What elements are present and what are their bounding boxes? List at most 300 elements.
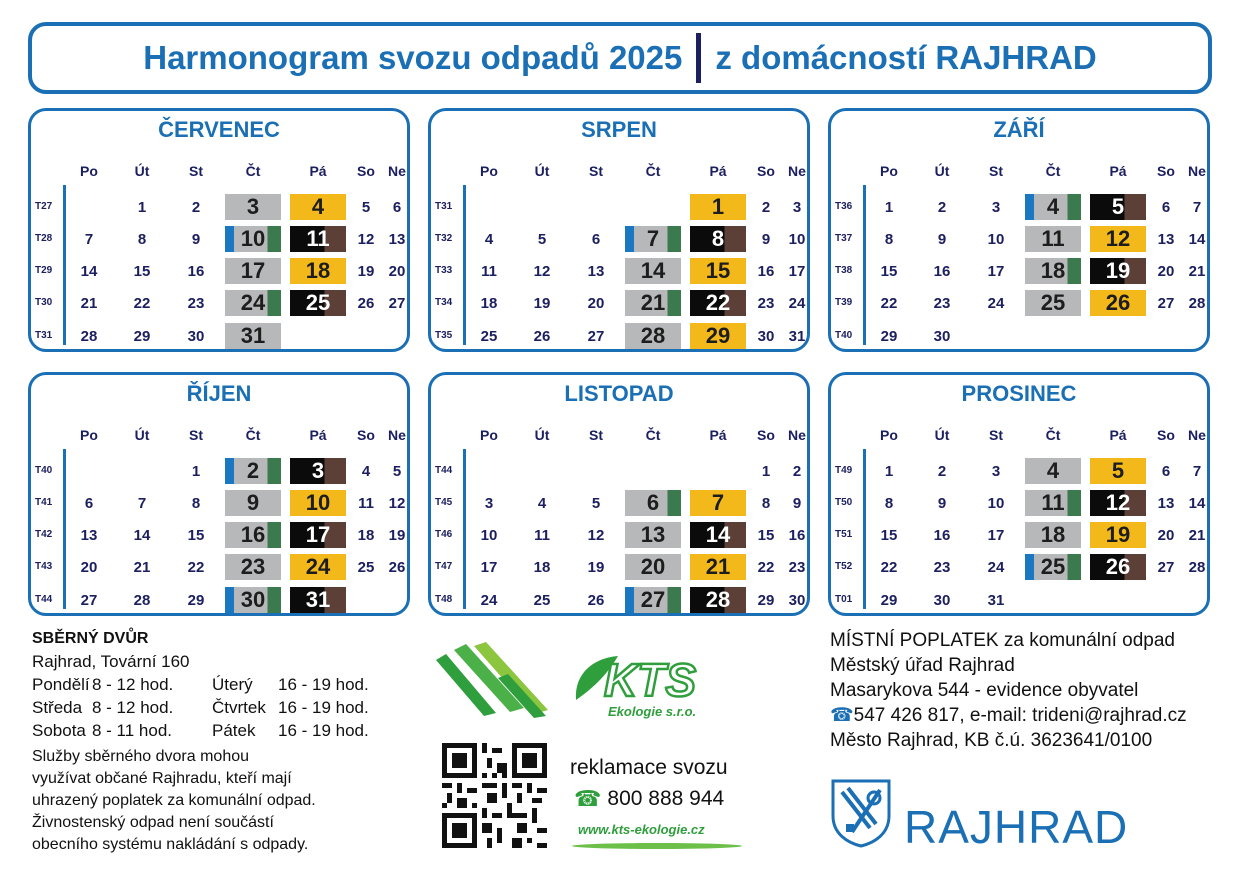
collection-day-gy: 25 [1025,554,1081,580]
day-cell: 20 [80,558,98,576]
day-header: Po [880,163,898,179]
collection-day-black: 8 [690,226,746,252]
collection-day-yellow: 12 [1090,226,1146,252]
day-header: Po [880,427,898,443]
day-cell: 2 [761,198,771,216]
day-cell: 1 [137,198,147,216]
day-cell: 3 [991,198,1001,216]
day-cell: 17 [788,262,806,280]
week-label: T49 [835,465,853,476]
collection-day-gray: 9 [225,490,281,516]
day-cell: 20 [388,262,406,280]
collection-day-yellow: 15 [690,258,746,284]
day-cell: 4 [537,494,547,512]
day-cell: 30 [187,327,205,345]
day-header: Pá [1109,427,1127,443]
day-cell: 31 [987,591,1005,609]
day-cell: 20 [1157,526,1175,544]
collection-day-gray: 23 [225,554,281,580]
day-header: Po [80,163,98,179]
month-calendar [28,372,410,616]
week-label: T42 [35,529,53,540]
collection-day-yellow: 29 [690,323,746,349]
sberny-dvur [32,627,190,673]
day-cell: 22 [133,294,151,312]
week-label: T46 [435,529,453,540]
day-header: So [1157,163,1175,179]
reklamace-phone[interactable] [574,786,724,812]
day-header: Út [934,427,950,443]
day-cell: 5 [591,494,601,512]
phone-icon: ☎ [830,705,854,726]
title-left: Harmonogram svozu odpadů 2025 [143,39,683,76]
day-cell: 8 [884,230,894,248]
poplatek-bank: Město Rajhrad, KB č.ú. 3623641/0100 [830,730,1153,751]
day-cell: 14 [80,262,98,280]
day-header: So [357,163,375,179]
month-calendar [28,108,410,352]
day-cell: 26 [357,294,375,312]
collection-day-gray: 4 [1025,458,1081,484]
collection-day-black: 14 [690,522,746,548]
collection-day-yellow: 24 [290,554,346,580]
day-header: Po [480,163,498,179]
week-label: T48 [435,594,453,605]
day-cell: 12 [388,494,406,512]
note-line: Služby sběrného dvora mohou [32,748,250,765]
collection-day-gy: 4 [1025,194,1081,220]
reklamace-label: reklamace svozu [570,756,728,779]
day-cell: 6 [84,494,94,512]
collection-day-gray: 18 [1025,522,1081,548]
day-header: Po [80,427,98,443]
sberny-dvur-address: Rajhrad, Tovární 160 [32,652,190,671]
day-header: Ne [788,163,806,179]
day-cell: 27 [587,327,605,345]
day-cell: 29 [757,591,775,609]
day-cell: 4 [361,462,371,480]
day-cell: 7 [84,230,94,248]
day-cell: 28 [80,327,98,345]
day-header: Pá [1109,163,1127,179]
day-cell: 8 [884,494,894,512]
day-cell: 9 [792,494,802,512]
week-label: T40 [835,330,853,341]
day-cell: 3 [792,198,802,216]
day-header: Po [480,427,498,443]
hours-day: Pondělí [32,675,90,694]
poplatek-info [830,628,1187,753]
phone-number: 800 888 944 [607,787,725,810]
hours-day: Středa [32,698,83,717]
day-cell: 13 [1157,494,1175,512]
day-header: Čt [645,427,661,443]
month-calendar [828,372,1210,616]
day-header: So [757,427,775,443]
title-right: z domácností RAJHRAD [715,39,1097,76]
collection-day-gg: 21 [625,290,681,316]
kts-logo-sub: Ekologie s.r.o. [608,704,697,719]
month-name: ZÁŘÍ [993,117,1045,142]
week-label: T36 [835,201,853,212]
hours-time: 8 - 11 hod. [92,721,173,740]
day-cell: 21 [1188,262,1206,280]
collection-day-gg: 24 [225,290,281,316]
day-header: Ne [1188,427,1206,443]
collection-day-gy: 7 [625,226,681,252]
note-line: uhrazený poplatek za komunální odpad. [32,792,316,809]
day-cell: 2 [792,462,802,480]
day-header: St [989,163,1003,179]
day-header: Pá [709,163,727,179]
day-cell: 1 [191,462,201,480]
day-header: St [589,163,603,179]
collection-day-gray: 31 [225,323,281,349]
day-cell: 18 [480,294,498,312]
hours-row [32,719,369,742]
day-cell: 11 [481,262,497,280]
week-label: T45 [435,497,453,508]
kts-url-link[interactable]: www.kts-ekologie.cz [578,822,705,837]
day-cell: 12 [357,230,375,248]
collection-day-yellow: 7 [690,490,746,516]
day-cell: 27 [1157,294,1175,312]
week-label: T52 [835,561,853,572]
day-cell: 7 [137,494,147,512]
collection-day-yellow: 4 [290,194,346,220]
day-cell: 15 [133,262,151,280]
week-label: T43 [35,561,53,572]
city-name: RAJHRAD [904,801,1129,853]
day-header: Čt [1045,427,1061,443]
collection-day-yellow: 18 [290,258,346,284]
collection-day-black: 12 [1090,490,1146,516]
day-header: So [1157,427,1175,443]
day-cell: 29 [880,327,898,345]
day-cell: 16 [757,262,775,280]
collection-day-gg: 18 [1025,258,1081,284]
day-cell: 10 [987,494,1005,512]
day-header: Út [534,427,550,443]
day-cell: 1 [884,462,894,480]
hours-row [32,673,369,696]
hours-row [32,696,369,719]
day-header: St [189,163,203,179]
day-cell: 12 [533,262,551,280]
day-cell: 11 [358,494,374,512]
month-calendar [828,108,1210,352]
day-cell: 6 [1161,198,1171,216]
day-header: Čt [645,163,661,179]
day-cell: 19 [587,558,605,576]
day-cell: 3 [484,494,494,512]
day-cell: 10 [987,230,1005,248]
day-cell: 20 [1157,262,1175,280]
day-cell: 19 [533,294,551,312]
month-name: LISTOPAD [564,381,674,406]
day-cell: 9 [191,230,201,248]
day-cell: 30 [933,327,951,345]
collection-day-yellow: 5 [1090,458,1146,484]
collection-day-yellow: 10 [290,490,346,516]
day-header: Út [134,427,150,443]
day-cell: 28 [133,591,151,609]
collection-day-black: 28 [690,587,746,613]
poplatek-line: MÍSTNÍ POPLATEK za komunální odpad [830,630,1175,651]
day-cell: 25 [480,327,498,345]
day-cell: 28 [1188,294,1206,312]
qr-code[interactable] [442,743,547,848]
day-cell: 27 [1157,558,1175,576]
day-header: Út [534,163,550,179]
month-name: ŘÍJEN [186,381,252,406]
collection-day-gy: 27 [625,587,681,613]
week-label: T32 [435,233,453,244]
day-cell: 14 [1188,494,1206,512]
collection-day-black: 3 [290,458,346,484]
day-cell: 29 [880,591,898,609]
day-cell: 23 [757,294,775,312]
week-label: T37 [835,233,853,244]
day-cell: 4 [484,230,494,248]
day-cell: 1 [761,462,771,480]
collection-day-gy: 2 [225,458,281,484]
day-cell: 21 [1188,526,1206,544]
week-label: T27 [35,201,53,212]
collection-day-gg: 11 [1025,490,1081,516]
opening-hours [32,673,369,742]
collection-day-gray: 3 [225,194,281,220]
day-header: Pá [309,427,327,443]
hours-time: 16 - 19 hod. [278,721,369,740]
day-cell: 15 [880,526,898,544]
note-line: Živnostenský odpad není součástí [32,814,274,831]
day-cell: 18 [533,558,551,576]
day-cell: 9 [761,230,771,248]
week-label: T40 [35,465,53,476]
day-cell: 24 [987,558,1005,576]
day-header: St [989,427,1003,443]
collection-day-gg: 6 [625,490,681,516]
day-header: Ne [388,427,406,443]
day-header: So [757,163,775,179]
week-label: T35 [435,330,453,341]
day-cell: 23 [788,558,806,576]
day-cell: 28 [1188,558,1206,576]
day-cell: 26 [587,591,605,609]
collection-day-yellow: 1 [690,194,746,220]
day-cell: 23 [933,294,951,312]
day-header: Ne [1188,163,1206,179]
day-header: Ne [388,163,406,179]
day-cell: 5 [392,462,402,480]
month-name: PROSINEC [961,381,1077,406]
poplatek-line: Masarykova 544 - evidence obyvatel [830,680,1139,701]
day-cell: 30 [757,327,775,345]
day-cell: 2 [937,198,947,216]
collection-day-yellow: 19 [1090,522,1146,548]
collection-day-black: 5 [1090,194,1146,220]
week-label: T29 [35,265,53,276]
collection-day-gray: 17 [225,258,281,284]
day-cell: 21 [133,558,151,576]
hours-day: Sobota [32,721,86,740]
week-label: T50 [835,497,853,508]
day-cell: 24 [480,591,498,609]
week-label: T30 [35,297,53,308]
day-header: Pá [309,163,327,179]
day-cell: 29 [133,327,151,345]
day-cell: 13 [587,262,605,280]
day-cell: 26 [388,558,406,576]
day-cell: 16 [933,526,951,544]
week-label: T33 [435,265,453,276]
day-cell: 14 [1188,230,1206,248]
month-name: SRPEN [581,117,657,142]
week-label: T31 [35,330,53,341]
collection-day-black: 22 [690,290,746,316]
collection-day-black: 17 [290,522,346,548]
day-cell: 3 [991,462,1001,480]
day-header: Ne [788,427,806,443]
day-cell: 17 [987,526,1005,544]
poplatek-line: Městský úřad Rajhrad [830,655,1015,676]
week-label: T41 [35,497,53,508]
day-cell: 20 [587,294,605,312]
day-cell: 8 [191,494,201,512]
day-cell: 13 [80,526,98,544]
collection-day-black: 31 [290,587,346,613]
sberny-dvur-note [32,746,432,856]
collection-day-black: 25 [290,290,346,316]
day-cell: 17 [480,558,498,576]
day-cell: 19 [357,262,375,280]
collection-day-gray: 20 [625,554,681,580]
day-header: Čt [245,163,261,179]
hours-day: Pátek [212,721,256,740]
title-divider [696,33,701,83]
kts-stripes-icon [436,642,548,718]
day-cell: 22 [757,558,775,576]
month-name: ČERVENEC [158,117,280,142]
collection-day-black: 19 [1090,258,1146,284]
collection-day-yellow: 21 [690,554,746,580]
day-cell: 30 [933,591,951,609]
kts-logo [436,638,736,723]
week-label: T47 [435,561,453,572]
day-cell: 17 [987,262,1005,280]
day-cell: 8 [761,494,771,512]
day-header: St [589,427,603,443]
collection-day-gray: 25 [1025,290,1081,316]
day-cell: 13 [388,230,406,248]
week-label: T31 [435,201,453,212]
day-cell: 9 [937,494,947,512]
hours-time: 16 - 19 hod. [278,675,369,694]
month-calendar [428,108,810,352]
day-cell: 10 [788,230,806,248]
collection-day-gg: 16 [225,522,281,548]
month-calendar [428,372,810,616]
day-cell: 12 [587,526,605,544]
poplatek-contact [830,703,1187,728]
collection-day-gray: 28 [625,323,681,349]
day-cell: 27 [80,591,98,609]
day-header: Čt [245,427,261,443]
hours-day: Úterý [212,675,253,694]
hours-day: Čtvrtek [212,698,266,717]
day-cell: 24 [987,294,1005,312]
day-cell: 8 [137,230,147,248]
collection-day-black: 26 [1090,554,1146,580]
day-cell: 16 [933,262,951,280]
day-cell: 15 [187,526,205,544]
note-line: využívat občané Rajhradu, kteří mají [32,770,292,787]
page-title [28,22,1212,94]
collection-day-gy: 30 [225,587,281,613]
day-header: Út [934,163,950,179]
collection-day-black: 11 [290,226,346,252]
hours-time: 8 - 12 hod. [92,675,174,694]
collection-day-gray: 11 [1025,226,1081,252]
day-cell: 1 [884,198,894,216]
collection-day-gray: 14 [625,258,681,284]
week-label: T39 [835,297,853,308]
kts-logo-text: KTS [604,654,696,706]
day-cell: 30 [788,591,806,609]
week-label: T01 [835,594,853,605]
day-cell: 9 [937,230,947,248]
collection-day-yellow: 26 [1090,290,1146,316]
contact-text: 547 426 817, e-mail: trideni@rajhrad.cz [853,705,1187,726]
day-cell: 16 [187,262,205,280]
phone-icon: ☎ [574,786,602,811]
week-label: T28 [35,233,53,244]
day-cell: 15 [757,526,775,544]
city-crest-icon [830,778,892,848]
sberny-dvur-title: SBĚRNÝ DVŮR [32,630,149,647]
day-header: Út [134,163,150,179]
day-cell: 10 [480,526,498,544]
day-cell: 24 [788,294,806,312]
day-cell: 22 [187,558,205,576]
day-header: Čt [1045,163,1061,179]
day-cell: 15 [880,262,898,280]
day-header: St [189,427,203,443]
day-cell: 6 [392,198,402,216]
day-header: So [357,427,375,443]
day-cell: 25 [533,591,551,609]
hours-time: 16 - 19 hod. [278,698,369,717]
day-cell: 26 [533,327,551,345]
note-line: obecního systému nakládání s odpady. [32,836,309,853]
week-label: T44 [435,465,453,476]
kts-url-underline [572,843,742,849]
day-cell: 19 [388,526,406,544]
day-cell: 5 [361,198,371,216]
day-cell: 18 [357,526,375,544]
day-cell: 22 [880,294,898,312]
day-cell: 21 [80,294,98,312]
day-cell: 14 [133,526,151,544]
day-cell: 2 [191,198,201,216]
day-cell: 11 [534,526,550,544]
day-cell: 7 [1192,198,1202,216]
day-cell: 6 [1161,462,1171,480]
day-cell: 29 [187,591,205,609]
hours-time: 8 - 12 hod. [92,698,174,717]
week-label: T51 [835,529,853,540]
